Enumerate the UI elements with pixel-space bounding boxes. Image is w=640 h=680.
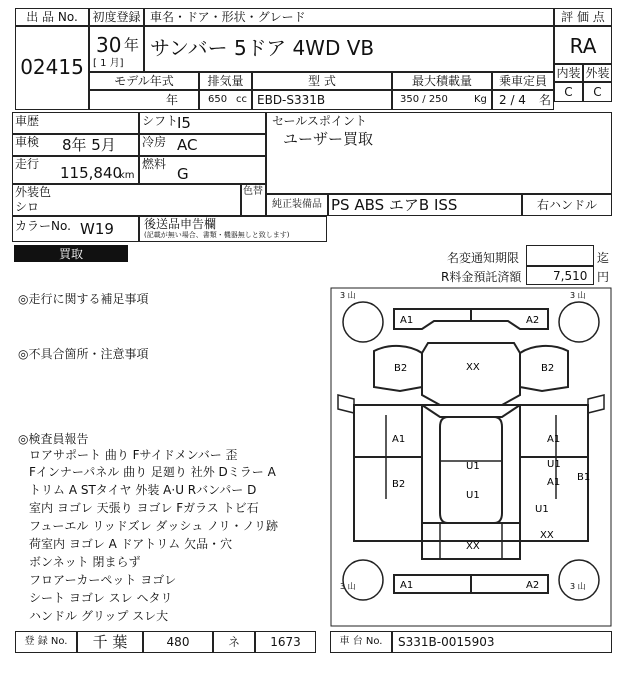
- inspector-line: 室内 ヨゴレ 天張り ヨゴレ Fガラス トビ石: [29, 501, 259, 515]
- deadline-box: [526, 245, 594, 266]
- mark-front-right-bumper: A2: [526, 315, 540, 326]
- mark-rear-gate: XX: [466, 541, 480, 552]
- reg-number: 1673: [270, 635, 301, 649]
- lot-no-label: 出 品 No.: [26, 10, 78, 24]
- car-diagram: [330, 287, 612, 627]
- recycle-label: R料金預託済額: [441, 270, 522, 284]
- recycle-amount: 7,510: [553, 269, 588, 283]
- mark-left-front-fender: B2: [394, 363, 408, 374]
- first-reg-month: [ 1 月]: [93, 58, 124, 69]
- mark-roof-rear: U1: [466, 490, 480, 501]
- inspector-heading: ◎検査員報告: [18, 432, 89, 446]
- mileage-value: 115,840: [60, 164, 123, 182]
- reg-area: 千 葉: [92, 633, 128, 651]
- mark-right-rear-panel-b: XX: [540, 530, 554, 541]
- grade-value: RA: [569, 34, 597, 58]
- chassis-label: 車 台 No.: [339, 636, 383, 647]
- mark-right-front-fender: B2: [541, 363, 555, 374]
- type-value: EBD-S331B: [257, 93, 326, 107]
- load-label: 最大積載量: [411, 74, 472, 88]
- ext-color-value: シロ: [15, 200, 40, 214]
- mark-right-side: B1: [577, 472, 591, 483]
- mark-rear-left-bumper: A1: [400, 580, 414, 591]
- reg-no-label: 登 録 No.: [24, 636, 68, 647]
- first-reg-label: 初度登録: [92, 10, 141, 24]
- load-unit: Kg: [474, 94, 487, 105]
- load-value: 350 / 250: [400, 94, 448, 105]
- inspector-line: トリム A STタイヤ 外装 A·U Rバンパー D: [29, 483, 257, 497]
- inspector-line: ボンネット 閉まらず: [29, 555, 141, 569]
- fuel-label: 燃料: [142, 157, 167, 171]
- deadline-suffix: 迄: [597, 251, 610, 265]
- windshield: [422, 405, 520, 417]
- inspector-line: ハンドル グリップ スレ大: [29, 609, 169, 623]
- inspector-line: フューエル リッドズレ ダッシュ ノリ・ノリ跡: [29, 519, 279, 533]
- ac-label: 冷房: [142, 135, 167, 149]
- displacement-value: 650: [208, 94, 228, 105]
- mark-left-front-door: A1: [392, 434, 406, 445]
- capacity-value: 2 / 4: [499, 93, 526, 107]
- tire-front-right: [559, 302, 599, 342]
- mileage-unit: km: [119, 170, 135, 181]
- ac-value: AC: [177, 136, 198, 154]
- tire-label-fr: 3 山: [570, 291, 586, 300]
- tire-front-left: [343, 302, 383, 342]
- mark-right-front-door: A1: [547, 434, 561, 445]
- inspector-line: Fインナーパネル 曲り 足廻り 社外 Dミラー A: [29, 465, 276, 479]
- aftermarket-label: 後送品申告欄: [144, 217, 217, 231]
- displacement-label: 排気量: [207, 74, 244, 88]
- mark-hood: XX: [466, 362, 480, 373]
- grade-label: 評 価 点: [561, 10, 605, 24]
- history-label: 車歴: [15, 114, 40, 128]
- color-no-value: W19: [80, 220, 114, 238]
- exterior-value: C: [593, 85, 602, 99]
- interior-value: C: [564, 85, 573, 99]
- right-mirror: [588, 395, 604, 413]
- mark-right-rear-door-top: U1: [547, 459, 561, 470]
- left-mirror: [338, 395, 354, 413]
- purchase-label: 買取: [58, 247, 83, 261]
- chassis-value: S331B-0015903: [398, 635, 495, 649]
- car-name: サンバー 5ドア 4WD VB: [150, 36, 375, 60]
- lot-no: 02415: [20, 55, 84, 79]
- model-label: 車名・ドア・形状・グレード: [150, 10, 306, 24]
- sales-point-label: セールスポイント: [272, 114, 367, 128]
- equipment-label: 純正装備品: [272, 199, 322, 210]
- capacity-label: 乗車定員: [498, 74, 547, 88]
- cab-frame: [354, 405, 591, 541]
- model-year-cell: [89, 90, 199, 110]
- equipment-value: PS ABS エアB ISS: [331, 196, 458, 214]
- type-label: 型 式: [308, 74, 336, 88]
- shift-value: I5: [177, 114, 191, 132]
- inspector-line: 荷室内 ヨゴレ A ドアトリム 欠品・穴: [29, 537, 233, 551]
- displacement-unit: cc: [236, 94, 247, 105]
- tire-label-fl: 3 山: [340, 291, 356, 300]
- deadline-label: 名変通知期限: [447, 251, 520, 265]
- reg-kana: ネ: [227, 635, 240, 649]
- recycle-unit: 円: [597, 270, 610, 284]
- inspector-line: フロアーカーペット ヨゴレ: [29, 573, 177, 587]
- sales-point-value: ユーザー買取: [283, 130, 374, 148]
- aftermarket-note: (記載が無い場合、書類・機器無しと致します): [144, 231, 290, 239]
- inspector-line: ロアサポート 曲り Fサイドメンバー 歪: [29, 448, 238, 462]
- supplement-heading: ◎走行に関する補足事項: [18, 292, 149, 306]
- model-year-label: モデル年式: [114, 74, 174, 88]
- exterior-label: 外装: [585, 66, 610, 80]
- mark-right-rear-door: A1: [547, 477, 561, 488]
- tire-label-rr: 3 山: [570, 582, 586, 591]
- ext-color-label: 外装色: [15, 185, 52, 199]
- defects-heading: ◎不具合箇所・注意事項: [18, 347, 149, 361]
- reg-class: 480: [166, 635, 190, 649]
- mileage-label: 走行: [15, 157, 40, 171]
- model-year-value: 年: [166, 93, 179, 107]
- tire-rear-left: [343, 560, 383, 600]
- color-change-label: 色替: [243, 186, 263, 197]
- hood: [422, 343, 520, 405]
- interior-label: 内装: [556, 66, 581, 80]
- color-no-label: カラーNo.: [15, 219, 71, 233]
- mark-front-left-bumper: A1: [400, 315, 414, 326]
- tire-rear-right: [559, 560, 599, 600]
- first-reg-year-unit: 年: [124, 36, 140, 54]
- inspection-value: 8年 5月: [62, 136, 116, 154]
- inspection-label: 車検: [15, 135, 40, 149]
- inspector-line: シート ヨゴレ スレ ヘタリ: [29, 591, 173, 605]
- shift-label: シフト: [142, 114, 179, 128]
- handle-value: 右ハンドル: [536, 198, 597, 212]
- fuel-value: G: [177, 165, 189, 183]
- first-reg-year: 30: [96, 33, 122, 57]
- tire-label-rl: 3 山: [340, 582, 356, 591]
- capacity-unit: 名: [539, 93, 552, 107]
- mark-rear-right-bumper: A2: [526, 580, 540, 591]
- mark-right-rear-panel-a: U1: [535, 504, 549, 515]
- mark-left-rear-door: B2: [392, 479, 406, 490]
- mark-roof-front: U1: [466, 461, 480, 472]
